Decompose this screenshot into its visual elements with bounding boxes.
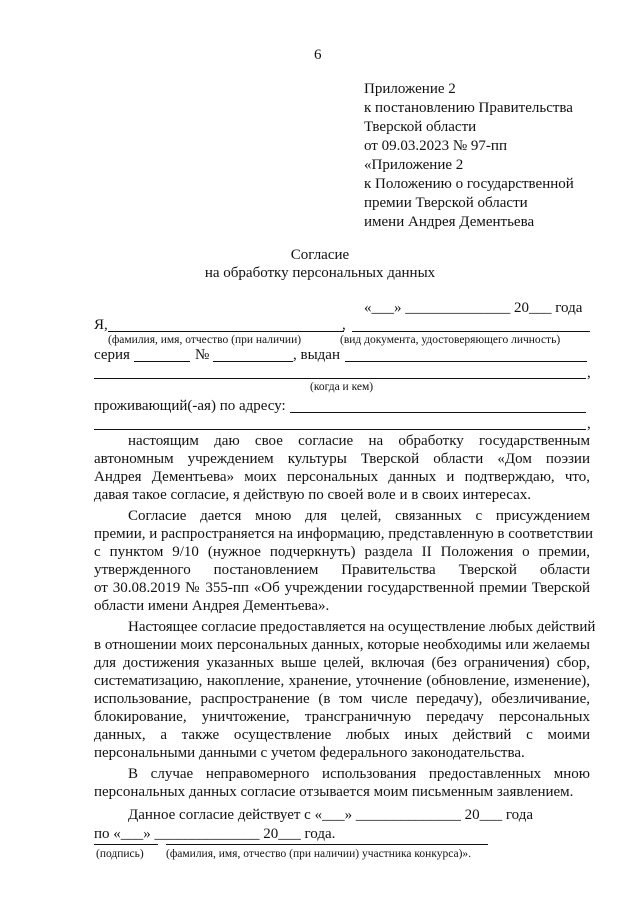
text-line: персональных данных согласие отзывается моим письменным заявлением. [94,784,574,800]
i-label: Я, [94,317,108,333]
text-line: Настоящее согласие предоставляется на осуществление любых действий [128,619,596,635]
document-title: Согласие [290,247,350,263]
caption-fio: (фамилия, имя, отчество (при наличии) [108,334,302,346]
signature-line[interactable] [94,844,158,845]
attachment-line: «Приложение 2 [364,157,464,173]
signature-caption: (подпись) [96,848,144,860]
text-line: автономным учреждением культуры Тверской области «Дом поэзии [94,451,590,467]
text-line: области имени Андрея Дементьева». [94,598,330,614]
participant-name-line[interactable] [166,844,488,845]
text-line: персональными данными с учетом федерального законодательства. [94,745,525,761]
attachment-line: имени Андрея Дементьева [364,214,535,230]
attachment-line: Тверской области [364,119,477,135]
number-input-line[interactable] [213,361,293,362]
text-line: систематизацию, накопление, хранение, уточнение (обновление, изменение), [94,673,590,689]
text-line: премии, и распространяется на информацию, представленную в соответствии [94,526,593,542]
text-line: В случае неправомерного использования предоставленных мною [128,766,590,782]
text-line: давая такое согласие, я действую по своей воле и в своих интересах. [94,487,532,503]
caption-document: (вид документа, удостоверяющего личность) [340,334,561,346]
validity-from-field[interactable]: Данное согласие действует с «___» ______________ 20___ года [128,807,533,823]
text-line: блокирование, уничтожение, трансграничную передачу персональных [94,709,590,725]
attachment-line: от 09.03.2023 № 97-пп [364,138,507,154]
caption-issued: (когда и кем) [310,381,374,393]
date-field[interactable]: «___» ______________ 20___ года [364,300,583,316]
text-line: настоящим даю свое согласие на обработку государственным [128,433,590,449]
text-line: использование, распространение (в том числе передачу), обезличивание, [94,691,590,707]
text-line: в отношении моих персональных данных, которые необходимы или желаемы [94,637,590,653]
text-line: Согласие дается мною для целей, связанных с присуждением [128,508,590,524]
fio-input-line[interactable] [108,331,344,332]
attachment-line: премии Тверской области [364,195,528,211]
comma: , [587,416,591,432]
attachment-line: к Положению о государственной [364,176,574,192]
text-line: для достижения указанных выше целей, включая (без ограничения) сбор, [94,655,590,671]
issued-label: , выдан [293,347,340,363]
attachment-line: к постановлению Правительства [364,100,573,116]
document-type-input-line[interactable] [352,331,590,332]
text-line: с пунктом 9/10 (нужное подчеркнуть) раздела II Положения о премии, [94,544,590,560]
comma: , [587,365,591,381]
text-line: от 30.08.2019 № 355-пп «Об учреждении государственной премии Тверской [94,580,590,596]
issued-continuation-line[interactable] [94,378,586,379]
issued-input-line[interactable] [345,361,587,362]
attachment-line: Приложение 2 [364,81,456,97]
text-line: утвержденного постановлением Правительства Тверской области [94,562,590,578]
text-line: данных, а также осуществление любых иных действий с моими [94,727,590,743]
validity-to-field[interactable]: по «___» ______________ 20___ года. [94,826,336,842]
page-number: 6 [314,47,322,63]
address-continuation-line[interactable] [94,429,586,430]
text-line: Андрея Дементьева» моих персональных данных и подтверждаю, что, [94,469,590,485]
series-input-line[interactable] [134,361,190,362]
document-subtitle: на обработку персональных данных [204,265,436,281]
series-label: серия [94,347,130,363]
address-label: проживающий(-ая) по адресу: [94,398,286,414]
number-label: № [195,347,210,363]
comma: , [342,317,346,333]
participant-name-caption: (фамилия, имя, отчество (при наличии) участника конкурса)». [166,848,472,860]
address-input-line[interactable] [290,412,586,413]
